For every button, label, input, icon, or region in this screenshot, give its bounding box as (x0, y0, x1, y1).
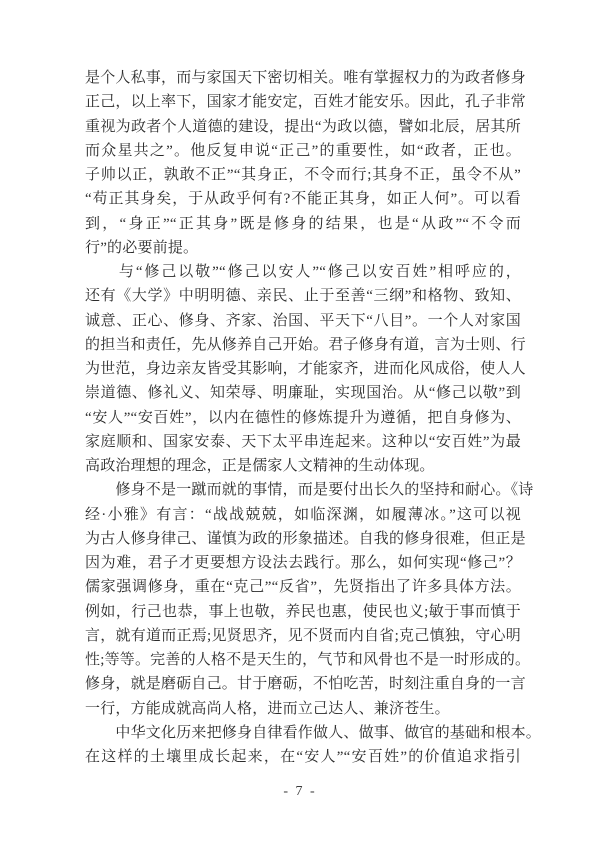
text-line: 到，“身正”“正其身”既是修身的结果，也是“从政”“不令而 (85, 215, 521, 232)
text-line: 经·小雅》有言：“战战兢兢，如临深渊，如履薄冰。”这可以视 (85, 506, 521, 523)
text-line: 修身，就是磨砺自己。甘于磨砺，不怕吃苦，时刻注重自身的一言 (85, 676, 526, 693)
text-line: 一行，方能成就高尚人格，进而立己达人、兼济苍生。 (85, 700, 450, 717)
text-line: 子帅以正，孰敢不正”“其身正，不令而行;其身不正，虽令不从” (85, 167, 521, 183)
text-line: 修身不是一蹴而就的事情，而是要付出长久的坚持和耐心。《诗 (85, 482, 534, 499)
text-line: 因为难，君子才更要想方设法去践行。那么，如何实现“修己”？ (85, 555, 521, 571)
text-line: 的担当和责任，先从修养自己开始。君子修身有道，言为士则、行 (85, 336, 526, 353)
text-column (85, 66, 542, 769)
text-line: 言，就有道而正焉;见贤思齐，见不贤而内自省;克己慎独，守心明 (85, 627, 521, 644)
text-line: 崇道德、修礼义、知荣辱、明廉耻，实现国治。从“修己以敬”到 (85, 385, 521, 402)
text-line: 家庭顺和、国家安泰、天下太平串连起来。这种以“安百姓”为最 (85, 433, 521, 450)
text-line: 为古人修身律己、谨慎为政的形象描述。自我的修身很难，但正是 (85, 530, 526, 547)
text-line: 而众星共之”。他反复申说“正己”的重要性，如“政者，正也。 (85, 142, 521, 159)
paragraph (85, 260, 526, 478)
text-line: 诚意、正心、修身、齐家、治国、平天下“八目”。一个人对家国 (85, 312, 521, 329)
text-line: 与“修己以敬”“修己以安人”“修己以安百姓”相呼应的， (85, 264, 521, 280)
paragraph (85, 721, 542, 770)
paragraph (85, 478, 534, 721)
text-line: 例如，行己也恭，事上也敬，养民也惠，使民也义;敏于事而慎于 (85, 603, 521, 620)
text-line: “苟正其身矣，于从政乎何有?不能正其身，如正人何”。可以看 (85, 191, 521, 208)
text-line: 中华文化历来把修身自律看作做人、做事、做官的基础和根本。 (85, 724, 542, 741)
text-line: 是个人私事，而与家国天下密切相关。唯有掌握权力的为政者修身 (85, 70, 526, 86)
page-number: - 7 - (283, 784, 317, 799)
text-line: 为世范，身边亲友皆受其影响，才能家齐，进而化风成俗，使人人 (85, 361, 526, 377)
text-line: 行”的必要前提。 (85, 239, 199, 256)
text-line: 在这样的土壤里成长起来，在“安人”“安百姓”的价值追求指引 (85, 749, 521, 765)
text-line: 高政治理想的理念，正是儒家人文精神的生动体现。 (85, 458, 435, 474)
text-line: “安人”“安百姓”，以内在德性的修炼提升为遵循，把自身修为、 (85, 409, 521, 426)
paragraph (85, 66, 526, 260)
text-line: 正己，以上率下，国家才能安定，百姓才能安乐。因此，孔子非常 (85, 94, 526, 111)
text-line: 重视为政者个人道德的建设，提出“为政以德，譬如北辰，居其所 (85, 118, 521, 135)
text-line: 还有《大学》中明明德、亲民、止于至善“三纲”和格物、致知、 (85, 288, 521, 305)
text-line: 性;等等。完善的人格不是天生的，气节和风骨也不是一时形成的。 (85, 652, 531, 668)
text-line: 儒家强调修身，重在“克己”“反省”，先贤指出了许多具体方法。 (85, 579, 521, 596)
